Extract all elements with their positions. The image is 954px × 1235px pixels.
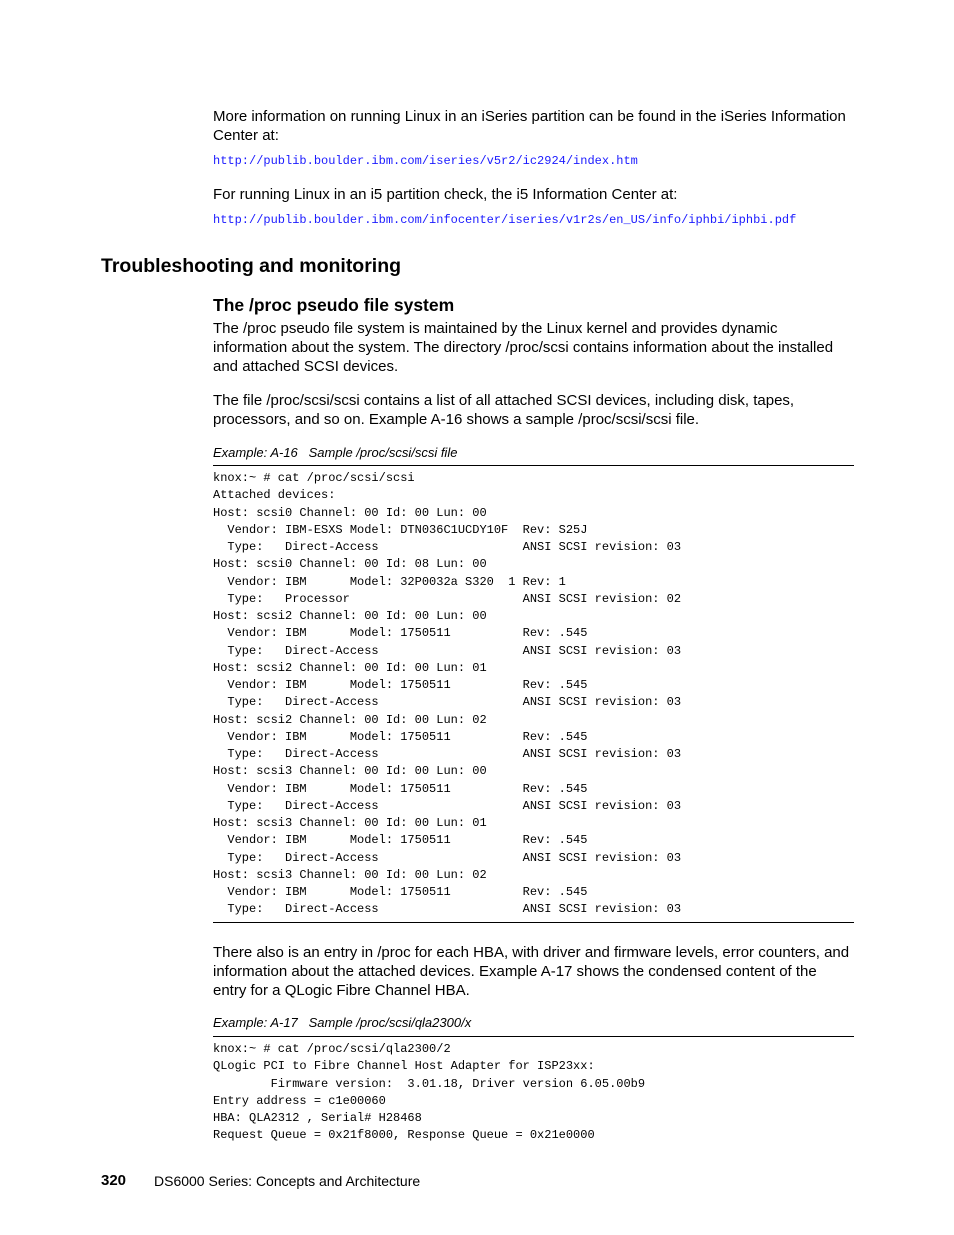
- example1-code-line: Host: scsi0 Channel: 00 Id: 08 Lun: 00: [213, 557, 487, 572]
- example-a17-caption: Example: A-17 Sample /proc/scsi/qla2300/x: [213, 1015, 472, 1030]
- footer-book-title: DS6000 Series: Concepts and Architecture: [154, 1173, 421, 1189]
- hba-entry-paragraph: There also is an entry in /proc for each HBA, with driver and firmware levels, error counters, and information about the attached devices. Example A-17 shows the condensed content of the entry for a QLogic Fibre Channel HBA.: [213, 944, 850, 999]
- example1-code-line: Host: scsi2 Channel: 00 Id: 00 Lun: 00: [213, 609, 487, 623]
- page-number: 320: [101, 1172, 127, 1189]
- example2-code-line: Request Queue = 0x21f8000, Response Queue = 0x21e0000: [213, 1128, 595, 1143]
- example2-code-line: Firmware version: 3.01.18, Driver version 6.05.00b9: [213, 1076, 646, 1091]
- subsection-heading: The /proc pseudo file system: [213, 295, 455, 315]
- example1-code-line: Vendor: IBM Model: 1750511 Rev: .545: [213, 781, 588, 796]
- example1-code-line: Type: Direct-Access ANSI SCSI revision: 03: [213, 747, 682, 761]
- example1-code-line: Type: Direct-Access ANSI SCSI revision: 03: [213, 695, 682, 710]
- example-a16-code-block: [213, 470, 681, 919]
- example1-code-line: Type: Direct-Access ANSI SCSI revision: 03: [213, 540, 682, 554]
- example1-code-line: Host: scsi3 Channel: 00 Id: 00 Lun: 02: [213, 867, 487, 882]
- example1-code-line: Vendor: IBM Model: 1750511 Rev: .545: [213, 626, 588, 641]
- example1-code-line: Type: Direct-Access ANSI SCSI revision: 03: [213, 902, 682, 917]
- proc-description-paragraph: The /proc pseudo file system is maintained by the Linux kernel and provides dynamic information about the system. The directory /proc/scsi contains information about the installed and attached SCSI devices.: [213, 320, 834, 375]
- example-a16-bottom-rule: [213, 922, 854, 923]
- example1-code-line: Type: Direct-Access ANSI SCSI revision: 03: [213, 850, 682, 865]
- example1-code-line: Type: Direct-Access ANSI SCSI revision: 03: [213, 798, 682, 813]
- example1-code-line: Vendor: IBM-ESXS Model: DTN036C1UCDY10F Rev: S25J: [213, 522, 588, 537]
- iseries-info-center-link[interactable]: http://publib.boulder.ibm.com/iseries/v5r2/ic2924/index.htm: [213, 154, 638, 168]
- example2-code-line: Entry address = c1e00060: [213, 1093, 386, 1108]
- section-heading: Troubleshooting and monitoring: [101, 255, 402, 277]
- example1-code-line: Host: scsi3 Channel: 00 Id: 00 Lun: 00: [213, 764, 487, 779]
- example1-code-line: Host: scsi3 Channel: 00 Id: 00 Lun: 01: [213, 816, 487, 830]
- example1-code-line: knox:~ # cat /proc/scsi/scsi: [213, 471, 415, 485]
- example-a17-top-rule: [213, 1036, 854, 1037]
- i5-info-center-link[interactable]: http://publib.boulder.ibm.com/infocenter/iseries/v1r2s/en_US/info/iphbi/iphbi.pdf: [213, 213, 797, 227]
- scsi-file-paragraph: The file /proc/scsi/scsi contains a list of all attached SCSI devices, including disk, tapes, processors, and so on. Example A-16 shows a sample /proc/scsi/scsi file.: [213, 392, 795, 428]
- intro-paragraph-2: For running Linux in an i5 partition check, the i5 Information Center at:: [213, 186, 678, 203]
- example1-code-line: Vendor: IBM Model: 32P0032a S320 1 Rev: 1: [213, 574, 566, 589]
- example1-code-line: Host: scsi2 Channel: 00 Id: 00 Lun: 01: [213, 660, 487, 675]
- example1-code-line: Vendor: IBM Model: 1750511 Rev: .545: [213, 729, 588, 744]
- example-a16-top-rule: [213, 465, 854, 466]
- example1-code-line: Vendor: IBM Model: 1750511 Rev: .545: [213, 885, 588, 899]
- example-a16-caption: Example: A-16 Sample /proc/scsi/scsi file: [213, 445, 458, 460]
- example1-code-line: Type: Processor ANSI SCSI revision: 02: [213, 591, 682, 606]
- intro-paragraph-1: More information on running Linux in an iSeries partition can be found in the iSeries Information Center at:: [213, 108, 846, 144]
- example2-code-line: knox:~ # cat /proc/scsi/qla2300/2: [213, 1042, 451, 1056]
- example1-code-line: Vendor: IBM Model: 1750511 Rev: .545: [213, 833, 588, 848]
- example2-code-line: QLogic PCI to Fibre Channel Host Adapter for ISP23xx:: [213, 1059, 595, 1074]
- example2-code-line: HBA: QLA2312 , Serial# H28468: [213, 1111, 422, 1125]
- example-a17-code-block: [213, 1041, 645, 1145]
- example1-code-line: Attached devices:: [213, 488, 336, 503]
- example1-code-line: Vendor: IBM Model: 1750511 Rev: .545: [213, 678, 588, 692]
- example1-code-line: Host: scsi2 Channel: 00 Id: 00 Lun: 02: [213, 712, 487, 727]
- example1-code-line: Host: scsi0 Channel: 00 Id: 00 Lun: 00: [213, 505, 487, 520]
- example1-code-line: Type: Direct-Access ANSI SCSI revision: 03: [213, 643, 682, 658]
